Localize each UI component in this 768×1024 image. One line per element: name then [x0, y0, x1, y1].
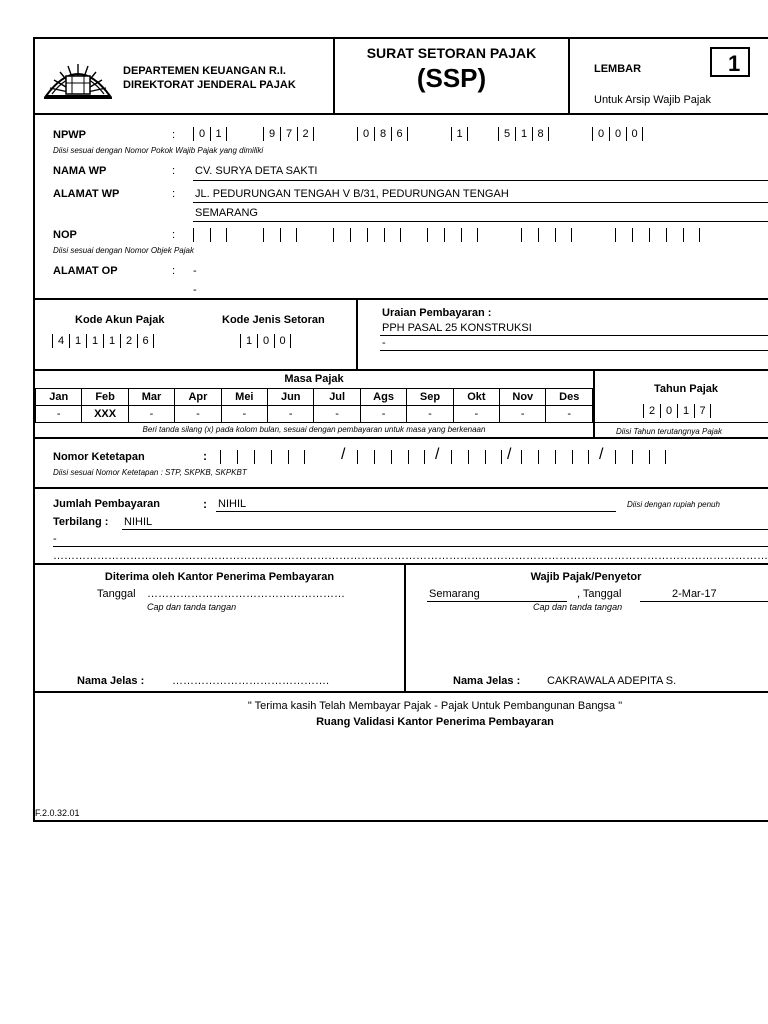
- nama-wp-value: CV. SURYA DETA SAKTI: [195, 165, 318, 177]
- jumlah-underline: [216, 511, 616, 512]
- masa-vdivider: [593, 369, 595, 438]
- form-abbrev: (SSP): [416, 63, 487, 93]
- kode-jenis-digits: [240, 334, 291, 348]
- section-divider-3: [33, 437, 768, 439]
- ketetapan-slash-1: /: [341, 446, 346, 463]
- ketetapan-slash-4: /: [599, 446, 604, 463]
- header-divider: [33, 113, 768, 115]
- nop-note: Diisi sesuai dengan Nomor Objek Pajak: [53, 246, 194, 255]
- npwp-digit: 0: [193, 127, 210, 141]
- right-cap: Cap dan tanda tangan: [533, 602, 623, 612]
- terbilang-line2: -: [53, 533, 57, 545]
- npwp-digit: 8: [532, 127, 549, 141]
- left-sign-title: Diterima oleh Kantor Penerima Pembayaran: [104, 571, 335, 583]
- month-header: Jan: [36, 389, 82, 406]
- alamat-op-label: ALAMAT OP: [53, 265, 118, 277]
- right-city: Semarang: [429, 588, 480, 600]
- npwp-note: Diisi sesuai dengan Nomor Pokok Wajib Pajak yang dimiliki: [53, 146, 264, 155]
- month-header: Okt: [453, 389, 499, 406]
- section-divider-1: [33, 298, 768, 300]
- tahun-note: Diisi Tahun terutangnya Pajak: [616, 427, 722, 436]
- section-divider-6: [33, 691, 768, 693]
- month-header: Jul: [314, 389, 360, 406]
- jumlah-note: Diisi dengan rupiah penuh: [627, 500, 720, 509]
- left-cap: Cap dan tanda tangan: [147, 602, 237, 612]
- ketetapan-slash-3: /: [507, 446, 512, 463]
- alamat-op-colon: :: [172, 265, 176, 277]
- nop-group-4: [427, 228, 478, 242]
- kode-akun-digit: 4: [52, 334, 69, 348]
- section-divider-4: [33, 487, 768, 489]
- masa-note: Beri tanda silang (x) pada kolom bulan, sesuai dengan pembayaran untuk masa yang berkenaan: [142, 425, 486, 434]
- month-mark: -: [453, 406, 499, 423]
- nop-group-6: [615, 228, 700, 242]
- month-mark: -: [360, 406, 406, 423]
- npwp-digit: 0: [609, 127, 626, 141]
- uraian-label: Uraian Pembayaran :: [382, 307, 492, 319]
- alamat-wp-line2: SEMARANG: [195, 207, 258, 219]
- nop-group-5: [521, 228, 572, 242]
- right-tanggal-label: , Tanggal: [577, 588, 622, 600]
- ketetapan-note: Diisi sesuai Nomor Ketetapan : STP, SKPKB, SKPKBT: [53, 468, 247, 477]
- left-tanggal-dots: ………………………………………………: [147, 588, 345, 600]
- ketetapan-group-2: [357, 450, 425, 464]
- kode-akun-digit: 1: [69, 334, 86, 348]
- npwp-digit: 1: [515, 127, 532, 141]
- lembar-desc: Untuk Arsip Wajib Pajak: [594, 94, 711, 106]
- npwp-digit: 0: [626, 127, 643, 141]
- month-header: Des: [546, 389, 593, 406]
- npwp-digit: 9: [263, 127, 280, 141]
- kode-akun-digit: 1: [103, 334, 120, 348]
- ketetapan-label: Nomor Ketetapan: [53, 451, 145, 463]
- ketetapan-group-3: [451, 450, 502, 464]
- month-mark: -: [314, 406, 360, 423]
- month-mark: -: [221, 406, 267, 423]
- kode-jenis-label: Kode Jenis Setoran: [222, 314, 325, 326]
- left-nama-label: Nama Jelas :: [77, 675, 145, 687]
- month-mark: -: [407, 406, 453, 423]
- npwp-digit: 2: [297, 127, 314, 141]
- npwp-group-3: [357, 127, 408, 141]
- jumlah-value: NIHIL: [218, 498, 247, 510]
- npwp-colon: :: [172, 129, 176, 141]
- alamat-wp-underline-1: [193, 202, 768, 203]
- kode-akun-label: Kode Akun Pajak: [75, 314, 165, 326]
- right-date-underline: [640, 601, 768, 602]
- tahun-digit: 2: [643, 404, 660, 418]
- npwp-digit: 0: [357, 127, 374, 141]
- nop-group-1: [193, 228, 227, 242]
- month-mark: -: [36, 406, 82, 423]
- npwp-digit: 7: [280, 127, 297, 141]
- code-vdivider: [356, 298, 358, 370]
- kode-akun-digit: 1: [86, 334, 103, 348]
- nop-colon: :: [172, 229, 176, 241]
- left-tanggal-label: Tanggal: [97, 588, 136, 600]
- npwp-digit: 6: [391, 127, 408, 141]
- uraian-line2: -: [382, 337, 386, 349]
- npwp-group-1: [193, 127, 227, 141]
- nama-wp-underline: [193, 180, 768, 181]
- kode-jenis-digit: 1: [240, 334, 257, 348]
- ministry-logo-icon: [42, 52, 114, 102]
- ketetapan-group-1: [220, 450, 305, 464]
- lembar-number: 1: [710, 47, 750, 77]
- section-divider-5: [33, 563, 768, 565]
- masa-pajak-title: Masa Pajak: [284, 373, 344, 385]
- alamat-op-line1: -: [193, 265, 197, 277]
- form-code: F.2.0.32.01: [35, 808, 80, 818]
- nama-wp-colon: :: [172, 165, 176, 177]
- terbilang-value: NIHIL: [124, 516, 153, 528]
- alamat-wp-label: ALAMAT WP: [53, 188, 120, 200]
- section-divider-2: [33, 369, 768, 371]
- ketetapan-group-5: [615, 450, 666, 464]
- thanks-quote: " Terima kasih Telah Membayar Pajak - Pajak Untuk Pembangunan Bangsa ": [247, 700, 623, 712]
- month-mark: -: [546, 406, 593, 423]
- npwp-group-4: [451, 127, 468, 141]
- nop-label: NOP: [53, 229, 77, 241]
- dept-line2: DIREKTORAT JENDERAL PAJAK: [123, 79, 296, 91]
- terbilang-underline-2: [53, 546, 768, 547]
- jumlah-label: Jumlah Pembayaran: [53, 498, 160, 510]
- month-header: Sep: [407, 389, 453, 406]
- npwp-digit: 8: [374, 127, 391, 141]
- month-header: Ags: [360, 389, 406, 406]
- right-sign-title: Wajib Pajak/Penyetor: [530, 571, 642, 583]
- month-mark: -: [128, 406, 174, 423]
- tahun-digit: 1: [677, 404, 694, 418]
- npwp-digit: 0: [592, 127, 609, 141]
- alamat-wp-colon: :: [172, 188, 176, 200]
- uraian-line1: PPH PASAL 25 KONSTRUKSI: [382, 322, 532, 334]
- form-title: SURAT SETORAN PAJAK: [366, 45, 537, 61]
- right-date: 2-Mar-17: [672, 588, 717, 600]
- kode-jenis-digit: 0: [257, 334, 274, 348]
- validasi-label: Ruang Validasi Kantor Penerima Pembayaran: [316, 716, 554, 728]
- right-nama-label: Nama Jelas :: [453, 675, 521, 687]
- ketetapan-colon: :: [203, 449, 207, 463]
- month-header: Feb: [82, 389, 128, 406]
- month-header: Apr: [175, 389, 221, 406]
- ketetapan-slash-2: /: [435, 446, 440, 463]
- month-mark: XXX: [82, 406, 128, 423]
- uraian-underline-2: [380, 350, 768, 351]
- alamat-op-line2: -: [193, 284, 197, 296]
- npwp-group-6: [592, 127, 643, 141]
- masa-note-topline: [35, 422, 768, 423]
- nama-wp-label: NAMA WP: [53, 165, 107, 177]
- kode-akun-digit: 6: [137, 334, 154, 348]
- npwp-digit: 1: [210, 127, 227, 141]
- tahun-digit: 7: [694, 404, 711, 418]
- month-header: Mei: [221, 389, 267, 406]
- terbilang-underline: [122, 529, 768, 530]
- dept-line1: DEPARTEMEN KEUANGAN R.I.: [123, 65, 286, 77]
- tahun-pajak-digits: [643, 404, 711, 418]
- terbilang-dots: ……………………………………………………………………………………………………………………………………………………………………………: [53, 550, 768, 562]
- jumlah-colon: :: [203, 497, 207, 511]
- kode-akun-digits: [52, 334, 154, 348]
- masa-pajak-grid: [35, 388, 593, 423]
- npwp-digit: 5: [498, 127, 515, 141]
- month-header: Jun: [268, 389, 314, 406]
- ketetapan-group-4: [521, 450, 589, 464]
- tahun-digit: 0: [660, 404, 677, 418]
- kode-jenis-digit: 0: [274, 334, 291, 348]
- month-header: Mar: [128, 389, 174, 406]
- left-nama-dots: …………………………………….: [172, 675, 330, 687]
- alamat-wp-line1: JL. PEDURUNGAN TENGAH V B/31, PEDURUNGAN TENGAH: [195, 188, 509, 200]
- month-header: Nov: [500, 389, 546, 406]
- terbilang-label: Terbilang :: [53, 516, 109, 528]
- month-mark: -: [268, 406, 314, 423]
- npwp-group-5: [498, 127, 549, 141]
- npwp-group-2: [263, 127, 314, 141]
- npwp-label: NPWP: [53, 129, 86, 141]
- right-nama-value: CAKRAWALA ADEPITA S.: [547, 675, 677, 687]
- kode-akun-digit: 2: [120, 334, 137, 348]
- uraian-underline-1: [380, 335, 768, 336]
- alamat-wp-underline-2: [193, 221, 768, 222]
- month-mark: -: [175, 406, 221, 423]
- nop-group-2: [263, 228, 297, 242]
- tahun-pajak-label: Tahun Pajak: [654, 383, 718, 395]
- lembar-label: LEMBAR: [594, 63, 642, 75]
- month-mark: -: [500, 406, 546, 423]
- nop-group-3: [333, 228, 401, 242]
- npwp-digit: 1: [451, 127, 468, 141]
